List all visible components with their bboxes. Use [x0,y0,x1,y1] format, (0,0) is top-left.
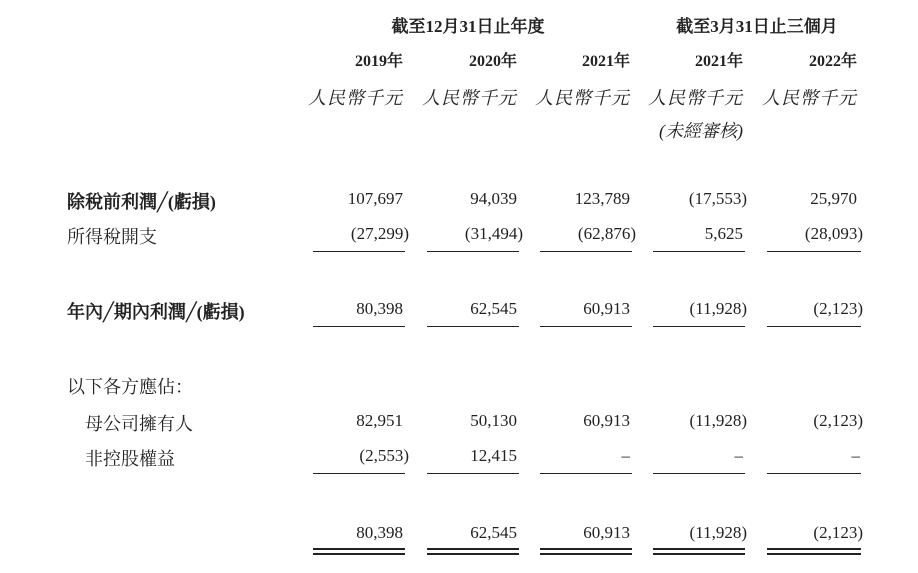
table-cell: 62,545 [470,299,517,318]
subtotal-rule [540,473,632,474]
column-unit: 人民幣千元 [648,88,743,108]
table-cell: 50,130 [470,411,517,430]
total-rule [767,326,861,327]
table-cell: 60,913 [583,411,630,430]
total-rule [653,326,745,327]
column-unit: 人民幣千元 [422,88,517,108]
table-cell: (2,123) [813,411,863,430]
table-cell: (31,494) [464,224,523,243]
table-cell: 60,913 [583,299,630,318]
row-label-income-tax: 所得稅開支 [67,227,157,247]
table-cell: – [621,446,630,465]
table-cell: (27,299) [350,224,409,243]
table-cell: 82,951 [356,411,403,430]
row-label-profit-before-tax: 除稅前利潤╱(虧損) [67,192,216,212]
table-cell: – [851,446,860,465]
total-rule [540,326,632,327]
table-cell: 123,789 [574,189,630,208]
column-unit: 人民幣千元 [762,88,857,108]
table-cell: 25,970 [810,189,857,208]
table-cell: (11,928) [689,299,747,318]
table-cell: 107,697 [347,189,403,208]
subtotal-rule [653,473,745,474]
subtotal-rule [427,473,519,474]
subtotal-rule [653,251,745,252]
total-rule [313,326,405,327]
double-total-rule [313,548,405,555]
total-rule [427,326,519,327]
table-cell: (28,093) [804,224,863,243]
table-cell-total: 80,398 [356,523,403,542]
table-cell: – [734,446,743,465]
table-cell: (2,123) [813,299,863,318]
table-cell-total: (2,123) [813,523,863,542]
subtotal-rule [427,251,519,252]
subtotal-rule [767,251,861,252]
column-year-2020: 2020年 [468,53,517,70]
group-header-year-ended: 截至12月31日止年度 [391,17,545,36]
double-total-rule [653,548,745,555]
column-year-2021: 2021年 [581,53,630,70]
table-cell: (62,876) [577,224,636,243]
column-year-2021-q1: 2021年 [694,53,743,70]
double-total-rule [427,548,519,555]
row-label-non-controlling: 非控股權益 [85,449,175,469]
column-unit: 人民幣千元 [535,88,630,108]
row-label-profit-for-period: 年內╱期內利潤╱(虧損) [67,302,245,322]
row-label-attributable-heading: 以下各方應佔： [67,377,193,397]
table-cell-total: (11,928) [689,523,747,542]
table-cell: (17,553) [688,189,747,208]
column-year-2019: 2019年 [354,53,403,70]
group-header-three-months: 截至3月31日止三個月 [676,17,838,36]
table-cell-total: 60,913 [583,523,630,542]
subtotal-rule [313,251,405,252]
table-cell: 5,625 [704,224,743,243]
column-year-2022-q1: 2022年 [808,53,857,70]
double-total-rule [767,548,861,555]
table-cell-total: 62,545 [470,523,517,542]
row-label-owners-of-parent: 母公司擁有人 [85,414,193,434]
table-cell: 80,398 [356,299,403,318]
table-cell: (11,928) [689,411,747,430]
unaudited-note: (未經審核) [659,121,743,141]
subtotal-rule [540,251,632,252]
subtotal-rule [767,473,861,474]
subtotal-rule [313,473,405,474]
table-cell: 12,415 [470,446,517,465]
table-cell: (2,553) [359,446,409,465]
double-total-rule [540,548,632,555]
table-cell: 94,039 [470,189,517,208]
column-unit: 人民幣千元 [308,88,403,108]
